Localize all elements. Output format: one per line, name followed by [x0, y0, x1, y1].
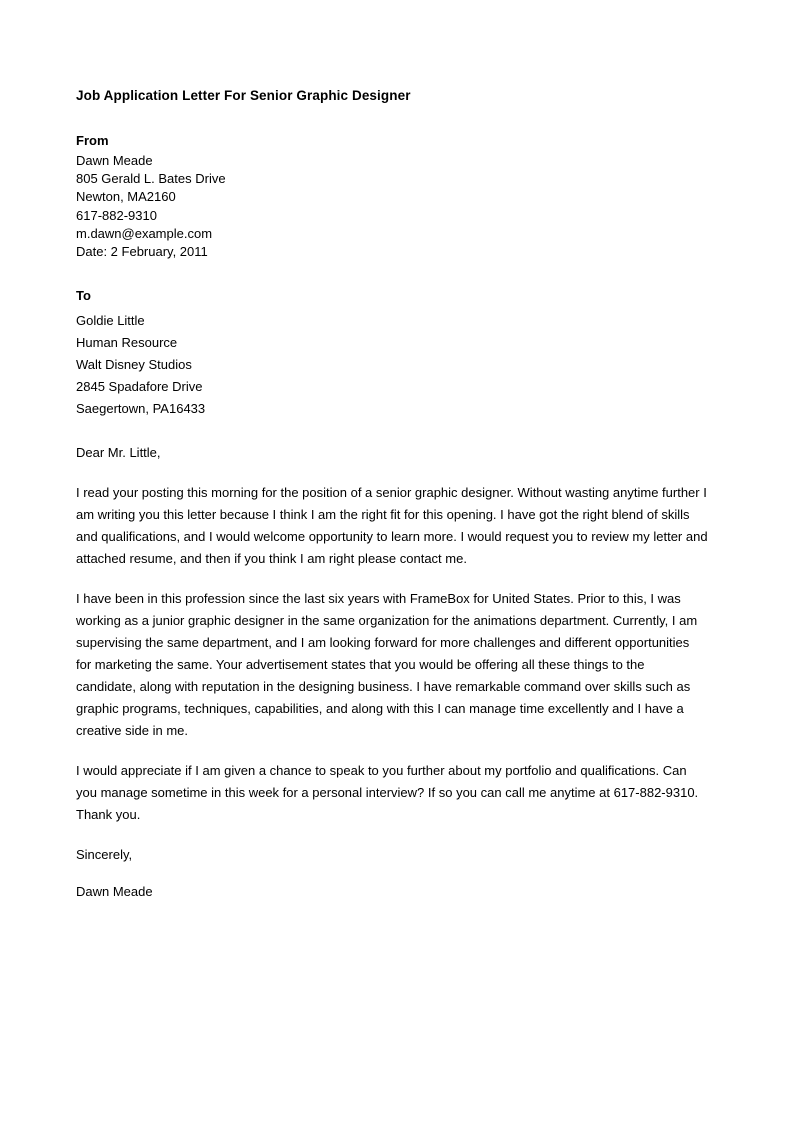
recipient-department: Human Resource	[76, 335, 178, 351]
recipient-block	[76, 287, 708, 420]
recipient-label: To	[76, 288, 91, 304]
sender-phone: 617-882-9310	[76, 207, 157, 223]
signature-name: Dawn Meade	[76, 884, 153, 900]
sender-email: m.dawn@example.com	[76, 225, 213, 241]
body-paragraph-2: I have been in this profession since the last six years with FrameBox for United States. Prior to this, I was working as a junior graphic designer in the same organization for the animations department. Currently, I am supervising the same department, and I am looking forward for more challenges and different opportunities for marketing the same. Your advertisement states that you would be offering all these things to the candidate, along with reputation in the designing business. I have remarkable command over skills such as graphic programs, techniques, capabilities, and along with this I can manage time excellently and I have a creative side in me.	[76, 591, 698, 739]
letter-date: Date: 2 February, 2011	[76, 244, 208, 260]
body-paragraph-1: I read your posting this morning for the position of a senior graphic designer. Without wasting anytime further I am writing you this letter because I think I am the right fit for this opening. I have got the right blend of skills and qualifications, and I would welcome opportunity to learn more. I would request you to review my letter and attached resume, and then if you think I am right please contact me.	[76, 485, 708, 567]
letter-body	[76, 88, 708, 903]
sender-name: Dawn Meade	[76, 153, 153, 168]
page-title: Job Application Letter For Senior Graphic Designer	[76, 88, 411, 103]
sender-label: From	[76, 133, 109, 148]
recipient-name: Goldie Little	[76, 313, 145, 329]
salutation: Dear Mr. Little,	[76, 445, 161, 461]
sender-block	[76, 132, 708, 261]
recipient-city-state-zip: Saegertown, PA16433	[76, 401, 206, 417]
sender-city-state-zip: Newton, MA2160	[76, 189, 176, 205]
sender-street: 805 Gerald L. Bates Drive	[76, 171, 226, 187]
body-paragraph-3: I would appreciate if I am given a chance to speak to you further about my portfolio and qualifications. Can you manage sometime in this week for a personal interview? If so you can call me anytime at 617-882-9310. Thank you.	[76, 763, 699, 823]
recipient-street: 2845 Spadafore Drive	[76, 379, 203, 395]
closing-salutation: Sincerely,	[76, 847, 133, 863]
recipient-company: Walt Disney Studios	[76, 357, 192, 373]
